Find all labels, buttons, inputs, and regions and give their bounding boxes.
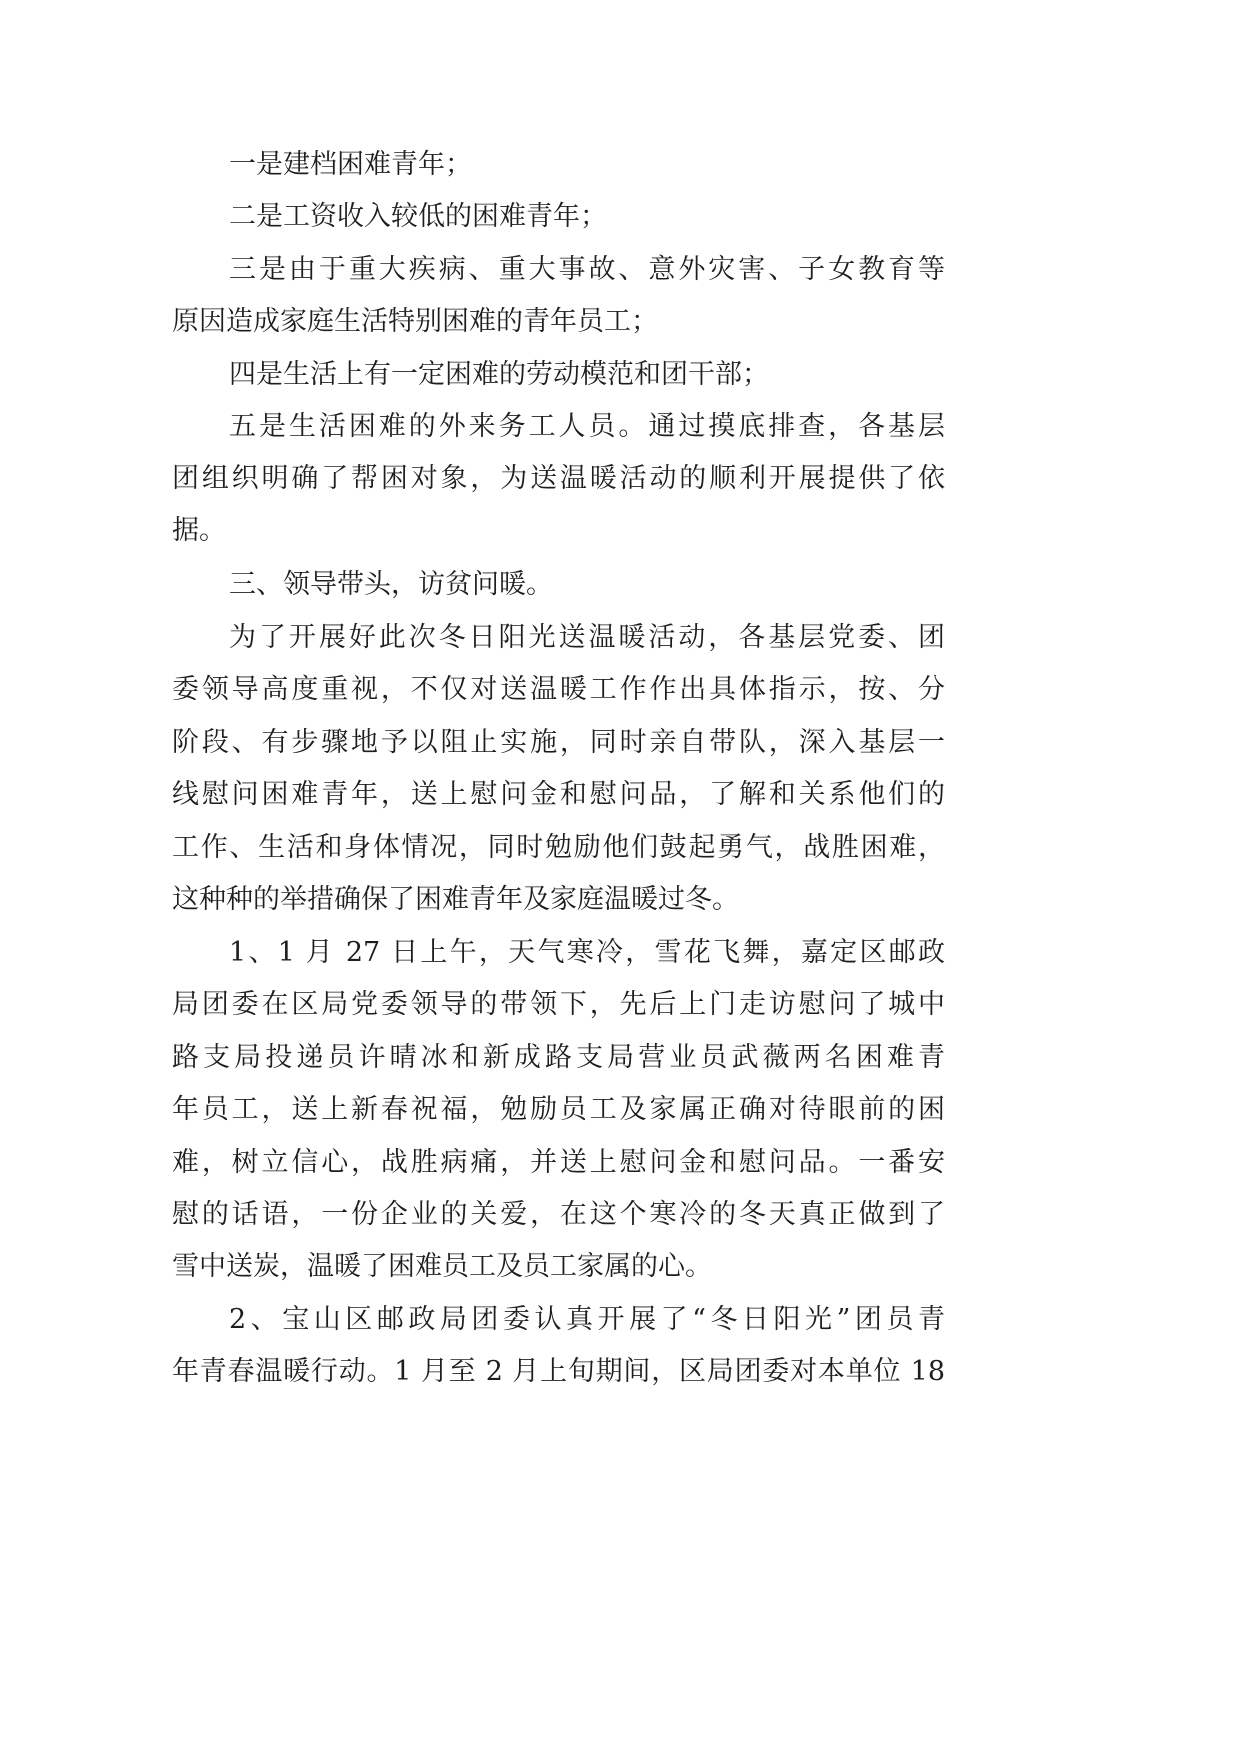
text-line: 2、宝山区邮政局团委认真开展了“冬日阳光”团员青 (229, 1304, 945, 1335)
text-line: 委领导高度重视，不仅对送温暖工作作出具体指示，按、分 (172, 674, 945, 705)
text-line: 这种种的举措确保了困难青年及家庭温暖过冬。 (172, 884, 739, 915)
text-line: 团组织明确了帮困对象，为送温暖活动的顺利开展提供了依 (172, 463, 945, 494)
text-line: 为了开展好此次冬日阳光送温暖活动，各基层党委、团 (229, 622, 945, 653)
text-line: 慰的话语，一份企业的关爱，在这个寒冷的冬天真正做到了 (172, 1199, 945, 1230)
text-line: 线慰问困难青年，送上慰问金和慰问品，了解和关系他们的 (172, 779, 945, 810)
text-line: 三是由于重大疾病、重大事故、意外灾害、子女教育等 (229, 254, 945, 285)
text-line: 路支局投递员许晴冰和新成路支局营业员武薇两名困难青 (172, 1042, 945, 1073)
text-line: 一是建档困难青年； (229, 149, 472, 180)
text-line: 五是生活困难的外来务工人员。通过摸底排查，各基层 (229, 411, 945, 442)
text-line: 难，树立信心，战胜病痛，并送上慰问金和慰问品。一番安 (172, 1147, 945, 1178)
text-line: 四是生活上有一定困难的劳动模范和团干部； (229, 359, 769, 390)
text-line: 原因造成家庭生活特别困难的青年员工； (172, 306, 658, 337)
text-line: 局团委在区局党委领导的带领下，先后上门走访慰问了城中 (172, 989, 945, 1020)
heading-line: 三、领导带头，访贫问暖。 (229, 569, 553, 600)
text-line: 工作、生活和身体情况，同时勉励他们鼓起勇气，战胜困难， (172, 832, 945, 863)
text-line: 年青春温暖行动。1 月至 2 月上旬期间，区局团委对本单位 18 (172, 1356, 945, 1387)
text-line: 雪中送炭，温暖了困难员工及员工家属的心。 (172, 1251, 712, 1282)
text-line: 年员工，送上新春祝福，勉励员工及家属正确对待眼前的困 (172, 1094, 945, 1125)
text-line: 二是工资收入较低的困难青年； (229, 201, 607, 232)
text-line: 阶段、有步骤地予以阻止实施，同时亲自带队，深入基层一 (172, 727, 945, 758)
text-line: 据。 (172, 515, 226, 546)
text-line: 1、1 月 27 日上午，天气寒冷，雪花飞舞，嘉定区邮政 (229, 937, 945, 968)
